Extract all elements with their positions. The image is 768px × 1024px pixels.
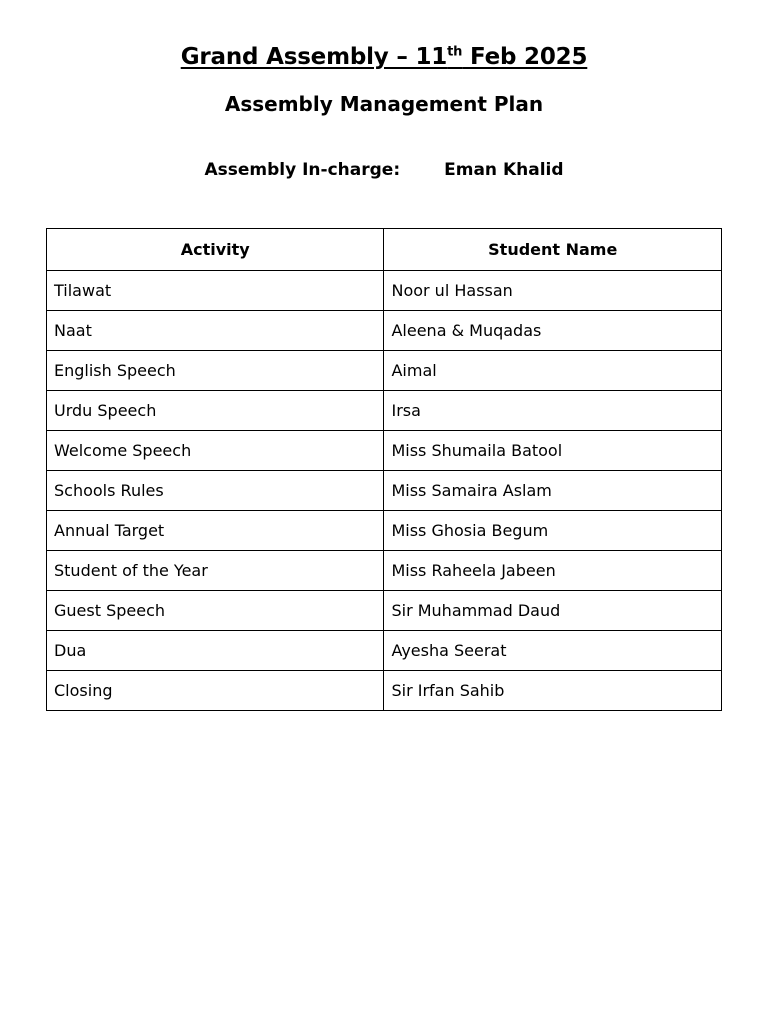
student-name-cell: Aimal: [384, 351, 722, 391]
student-name-cell: Sir Muhammad Daud: [384, 591, 722, 631]
table-header-row: [47, 229, 722, 271]
table-row: [47, 471, 722, 511]
title-suffix: Feb 2025: [462, 44, 588, 70]
table-row: [47, 431, 722, 471]
title-ordinal-suffix: th: [447, 44, 463, 60]
activity-cell: Welcome Speech: [47, 431, 384, 471]
activity-cell: English Speech: [47, 351, 384, 391]
student-name-cell: Ayesha Seerat: [384, 631, 722, 671]
table-row: [47, 391, 722, 431]
incharge-label: Assembly In-charge:: [204, 160, 401, 180]
activity-cell: Student of the Year: [47, 551, 384, 591]
table-body: [47, 271, 722, 711]
activity-cell: Guest Speech: [47, 591, 384, 631]
activity-cell: Annual Target: [47, 511, 384, 551]
student-name-cell: Irsa: [384, 391, 722, 431]
activity-cell: Schools Rules: [47, 471, 384, 511]
student-name-cell: Miss Shumaila Batool: [384, 431, 722, 471]
table-row: [47, 631, 722, 671]
student-name-cell: Miss Raheela Jabeen: [384, 551, 722, 591]
activity-cell: Urdu Speech: [47, 391, 384, 431]
table-row: [47, 351, 722, 391]
column-header-student-name: Student Name: [384, 229, 722, 271]
table-row: [47, 311, 722, 351]
activity-cell: Dua: [47, 631, 384, 671]
title-prefix: Grand Assembly – 11: [180, 44, 448, 70]
document-title-text: [181, 44, 588, 70]
document-title: [0, 44, 768, 70]
student-name-cell: Miss Samaira Aslam: [384, 471, 722, 511]
table-row: [47, 591, 722, 631]
table-row: [47, 671, 722, 711]
assembly-plan-table: [46, 228, 722, 711]
student-name-cell: Noor ul Hassan: [384, 271, 722, 311]
activity-cell: Naat: [47, 311, 384, 351]
activity-cell: Tilawat: [47, 271, 384, 311]
student-name-cell: Miss Ghosia Begum: [384, 511, 722, 551]
table-row: [47, 551, 722, 591]
incharge-line: [0, 160, 768, 180]
document-subtitle: Assembly Management Plan: [224, 92, 544, 116]
incharge-name: Eman Khalid: [444, 160, 564, 180]
activity-cell: Closing: [47, 671, 384, 711]
column-header-activity: Activity: [47, 229, 384, 271]
student-name-cell: Aleena & Muqadas: [384, 311, 722, 351]
table-row: [47, 271, 722, 311]
table-row: [47, 511, 722, 551]
student-name-cell: Sir Irfan Sahib: [384, 671, 722, 711]
